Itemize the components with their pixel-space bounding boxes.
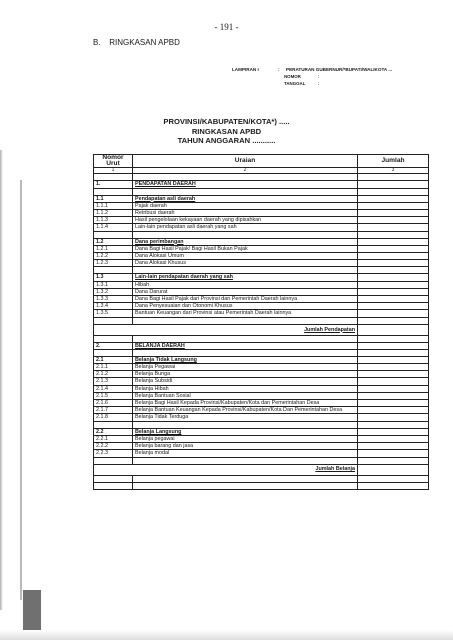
amount-cell	[358, 181, 429, 188]
table-row	[94, 428, 429, 435]
row-number: 2.2.2	[94, 443, 133, 450]
amount-cell	[358, 378, 429, 385]
amount-cell	[358, 364, 429, 371]
spacer-cell	[133, 475, 358, 482]
spacer-row	[94, 188, 429, 195]
table-row	[94, 245, 429, 252]
table-row	[94, 310, 429, 317]
spacer-row	[94, 475, 429, 482]
title-line-1: PROVINSI/KABUPATEN/KOTA*) .....	[163, 117, 290, 126]
nomor-colon: :	[318, 74, 320, 79]
row-number: 2.1.1	[94, 364, 133, 371]
row-description: BELANJA DAERAH	[133, 342, 358, 349]
row-number: 2.1.5	[94, 392, 133, 399]
scan-binding-mark	[23, 590, 41, 630]
spacer-row	[94, 231, 429, 238]
header-nomor-urut: Nomor Urut	[94, 155, 133, 168]
row-number: 2.2	[94, 428, 133, 435]
row-number: 1.3	[94, 274, 133, 281]
row-number: 1.	[94, 181, 133, 188]
amount-cell	[358, 260, 429, 267]
total-label: Jumlah Pendapatan	[94, 324, 358, 335]
amount-cell	[358, 303, 429, 310]
table-body	[94, 174, 429, 489]
table-row	[94, 364, 429, 371]
row-description: Retribusi daerah	[133, 210, 358, 217]
section-heading	[93, 38, 180, 47]
row-number: 2.	[94, 342, 133, 349]
spacer-cell	[358, 475, 429, 482]
row-description: Dana perimbangan	[133, 238, 358, 245]
spacer-cell	[94, 317, 133, 324]
spacer-cell	[133, 349, 358, 356]
total-row	[94, 324, 429, 335]
row-description: Lain-lain pendapatan asli daerah yang sah	[133, 224, 358, 231]
row-number: 1.1.3	[94, 217, 133, 224]
row-description: Belanja Bantuan Keuangan Kepada Provinsi/Kabupaten/Kota Dan Pemerintahan Desa	[133, 407, 358, 414]
amount-cell	[358, 450, 429, 457]
amount-cell	[358, 274, 429, 281]
row-description: Dana Bagi Hasil Pajak/ Bagi Hasil Bukan Pajak	[133, 245, 358, 252]
row-number: 2.1.3	[94, 378, 133, 385]
row-description: Belanja pegawai	[133, 435, 358, 442]
table-row	[94, 260, 429, 267]
table-header-row	[94, 155, 429, 168]
amount-cell	[358, 195, 429, 202]
spacer-cell	[133, 231, 358, 238]
row-description: Belanja Hibah	[133, 385, 358, 392]
spacer-cell	[94, 188, 133, 195]
row-number: 2.2.1	[94, 435, 133, 442]
spacer-cell	[133, 421, 358, 428]
spacer-cell	[358, 317, 429, 324]
spacer-row	[94, 482, 429, 489]
row-number: 2.1.7	[94, 407, 133, 414]
header-jumlah: Jumlah	[358, 155, 429, 168]
row-description: PENDAPATAN DAERAH	[133, 181, 358, 188]
row-description: Belanja Bunga	[133, 371, 358, 378]
amount-cell	[358, 464, 429, 475]
row-number: 1.3.4	[94, 303, 133, 310]
amount-cell	[358, 435, 429, 442]
amount-cell	[358, 202, 429, 209]
table-row	[94, 378, 429, 385]
amount-cell	[358, 371, 429, 378]
spacer-cell	[94, 231, 133, 238]
row-number: 1.3.1	[94, 281, 133, 288]
row-description: Hasil pengelolaan kekayaan daerah yang dipisahkan	[133, 217, 358, 224]
amount-cell	[358, 356, 429, 363]
row-description: Dana Penyesuaian dan Otonomi Khusus	[133, 303, 358, 310]
spacer-row	[94, 317, 429, 324]
row-description: Pajak daerah	[133, 202, 358, 209]
amount-cell	[358, 385, 429, 392]
amount-cell	[358, 310, 429, 317]
tanggal-label: TANGGAL	[284, 81, 306, 86]
row-number: 1.1.1	[94, 202, 133, 209]
row-description: Pendapatan asli daerah	[133, 195, 358, 202]
section-letter: B.	[93, 38, 101, 47]
row-description: Bantuan Keuangan dari Provinsi atau Pemerintah Daerah lainnya	[133, 310, 358, 317]
title-line-2: RINGKASAN APBD	[191, 126, 262, 136]
spacer-cell	[358, 188, 429, 195]
amount-cell	[358, 324, 429, 335]
row-description: Belanja barang dan jasa	[133, 443, 358, 450]
spacer-row	[94, 349, 429, 356]
spacer-cell	[358, 335, 429, 342]
spacer-cell	[133, 174, 358, 181]
table-row	[94, 296, 429, 303]
row-description: Dana Bagi Hasil Pajak dari Provinsi dan Pemerintah Daerah lainnya	[133, 296, 358, 303]
total-label: Jumlah Belanja	[94, 464, 358, 475]
amount-cell	[358, 245, 429, 252]
amount-cell	[358, 296, 429, 303]
table-row	[94, 435, 429, 442]
spacer-row	[94, 457, 429, 464]
table-row	[94, 181, 429, 188]
row-number: 1.3.3	[94, 296, 133, 303]
scan-bottom-edge	[0, 630, 453, 640]
amount-cell	[358, 400, 429, 407]
table-row	[94, 195, 429, 202]
row-number: 1.2.1	[94, 245, 133, 252]
spacer-cell	[94, 482, 133, 489]
row-description: Belanja Tidak Terduga	[133, 414, 358, 421]
row-number: 2.1.6	[94, 400, 133, 407]
row-description: Belanja Langsung	[133, 428, 358, 435]
lampiran-value: PERATURAN GUBERNUR/*BUPATI/WALIKOTA ...	[286, 67, 393, 72]
table-row	[94, 356, 429, 363]
spacer-row	[94, 174, 429, 181]
spacer-cell	[133, 457, 358, 464]
spacer-cell	[358, 231, 429, 238]
spacer-cell	[358, 174, 429, 181]
amount-cell	[358, 210, 429, 217]
row-number: 1.1.4	[94, 224, 133, 231]
spacer-cell	[133, 317, 358, 324]
scan-margin-line	[20, 180, 22, 600]
table-row	[94, 371, 429, 378]
spacer-row	[94, 335, 429, 342]
column-number: 3	[358, 168, 429, 174]
row-number: 2.1.2	[94, 371, 133, 378]
table-row	[94, 392, 429, 399]
spacer-cell	[133, 267, 358, 274]
amount-cell	[358, 224, 429, 231]
column-number: 1	[94, 168, 133, 174]
row-description: Dana Darurat	[133, 288, 358, 295]
amount-cell	[358, 443, 429, 450]
amount-cell	[358, 253, 429, 260]
spacer-cell	[94, 174, 133, 181]
spacer-cell	[94, 457, 133, 464]
table-row	[94, 210, 429, 217]
row-number: 2.1.4	[94, 385, 133, 392]
table-row	[94, 202, 429, 209]
spacer-cell	[94, 475, 133, 482]
ringkasan-apbd-table	[93, 154, 429, 490]
amount-cell	[358, 414, 429, 421]
row-number: 2.2.3	[94, 450, 133, 457]
total-row	[94, 464, 429, 475]
spacer-cell	[358, 349, 429, 356]
spacer-cell	[358, 267, 429, 274]
row-number: 1.1	[94, 195, 133, 202]
row-description: Belanja Bagi Hasil Kepada Provinsi/Kabupaten/Kota dan Pemerintahan Desa	[133, 400, 358, 407]
row-number: 1.1.2	[94, 210, 133, 217]
table-row	[94, 217, 429, 224]
row-number: 1.2.3	[94, 260, 133, 267]
row-number: 1.3.2	[94, 288, 133, 295]
page-number: - 191 -	[214, 22, 239, 32]
scan-edge-shadow	[0, 150, 8, 610]
lampiran-block	[232, 66, 392, 87]
table-row	[94, 414, 429, 421]
spacer-cell	[133, 335, 358, 342]
row-description: Belanja Tidak Langsung	[133, 356, 358, 363]
amount-cell	[358, 281, 429, 288]
table-row	[94, 253, 429, 260]
spacer-cell	[94, 335, 133, 342]
table-row	[94, 281, 429, 288]
table-row	[94, 288, 429, 295]
row-description: Dana Alokasi Khusus	[133, 260, 358, 267]
row-description: Belanja Subsidi	[133, 378, 358, 385]
section-title: RINGKASAN APBD	[109, 38, 180, 47]
table-row	[94, 385, 429, 392]
amount-cell	[358, 392, 429, 399]
spacer-cell	[358, 421, 429, 428]
amount-cell	[358, 428, 429, 435]
header-uraian: Uraian	[133, 155, 358, 168]
row-description: Belanja Pegawai	[133, 364, 358, 371]
row-description: Lain-lain pendapatan daerah yang sah	[133, 274, 358, 281]
spacer-row	[94, 267, 429, 274]
spacer-cell	[133, 188, 358, 195]
table-row	[94, 400, 429, 407]
amount-cell	[358, 288, 429, 295]
spacer-cell	[94, 267, 133, 274]
row-number: 1.2	[94, 238, 133, 245]
table-row	[94, 443, 429, 450]
spacer-cell	[94, 349, 133, 356]
title-line-3: TAHUN ANGGARAN ...........	[177, 136, 276, 145]
row-number: 2.1.8	[94, 414, 133, 421]
spacer-cell	[358, 482, 429, 489]
amount-cell	[358, 342, 429, 349]
table-row	[94, 342, 429, 349]
amount-cell	[358, 238, 429, 245]
nomor-label: NOMOR	[284, 74, 301, 79]
table-row	[94, 450, 429, 457]
row-description: Belanja modal	[133, 450, 358, 457]
spacer-cell	[94, 421, 133, 428]
table-row	[94, 274, 429, 281]
row-description: Belanja Bantuan Sosial	[133, 392, 358, 399]
row-number: 1.3.5	[94, 310, 133, 317]
amount-cell	[358, 217, 429, 224]
spacer-cell	[133, 482, 358, 489]
row-number: 1.2.2	[94, 253, 133, 260]
column-number: 2	[133, 168, 358, 174]
table-row	[94, 224, 429, 231]
row-description: Dana Alokasi Umum	[133, 253, 358, 260]
lampiran-label: LAMPIRAN I	[232, 67, 259, 72]
table-row	[94, 407, 429, 414]
lampiran-colon: :	[278, 67, 280, 72]
row-number: 2.1	[94, 356, 133, 363]
table-row	[94, 238, 429, 245]
spacer-cell	[358, 457, 429, 464]
table-row	[94, 303, 429, 310]
tanggal-colon: :	[318, 81, 320, 86]
row-description: Hibah	[133, 281, 358, 288]
spacer-row	[94, 421, 429, 428]
document-title-block	[0, 117, 453, 146]
amount-cell	[358, 407, 429, 414]
